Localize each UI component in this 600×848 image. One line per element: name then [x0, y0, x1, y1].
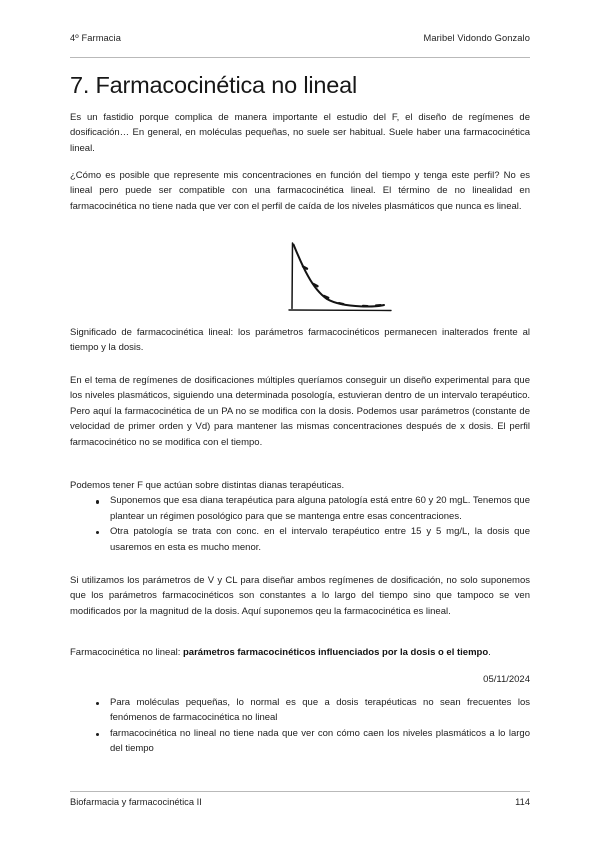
curve-datapoint — [339, 303, 343, 304]
header-author-label: Maribel Vidondo Gonzalo — [423, 33, 530, 43]
paragraph-significado-text: Significado de farmacocinética lineal: los parámetros farmacocinéticos permanecen inalterados frente al tiempo y la dosis. — [70, 327, 530, 354]
x-axis-line — [289, 310, 391, 311]
bullet-list-dianas — [70, 493, 530, 555]
date-label: 05/11/2024 — [483, 674, 530, 685]
running-header — [70, 33, 530, 43]
list-item: Suponemos que esa diana terapéutica para alguna patología está entre 60 y 20 mgL. Tenemos que plantear un régimen posológico para que se mantenga entre esas concentraciones. — [70, 493, 530, 524]
decay-curve-path — [294, 245, 385, 307]
paragraph-regimenes-text: En el tema de regímenes de dosificaciones múltiples queríamos conseguir un diseño experimental para que los niveles plasmáticos, siguiendo una determinada posología, estuvieran dentro de un intervalo terapéutico. Pero aquí la farmacocinética de un PA no se modifica con la dosis. Podemos usar parámetros (constante de velocidad de primer orden y Vd) para mantener las mismas concentraciones después de x dosis. El perfil farmacocinético no se modifica con el tiempo. — [70, 375, 530, 448]
definition-bold: parámetros farmacocinéticos influenciados por la dosis o el tiempo — [183, 647, 489, 658]
section-dianas — [70, 478, 530, 555]
paragraph-utilizamos — [70, 573, 530, 619]
bullet-list-final — [70, 695, 530, 757]
paragraph-intro — [70, 110, 530, 156]
footer-divider — [70, 791, 530, 792]
header-course-label: 4º Farmacia — [70, 33, 121, 43]
running-footer — [70, 797, 530, 807]
y-axis-line — [292, 243, 293, 309]
paragraph-utilizamos-text: Si utilizamos los parámetros de V y CL para diseñar ambos regímenes de dosificación, no solo suponemos que los parámetros farmacocinéticos son constantes a lo largo del tiempo sino que tampoco se ven modificados por la magnitud de la dosis. Aquí suponemos qeu la farmacocinética es lineal. — [70, 575, 530, 617]
decay-curve-svg — [283, 240, 403, 320]
list-item: farmacocinética no lineal no tiene nada que ver con cómo caen los niveles plasmáticos a lo largo del tiempo — [70, 726, 530, 757]
list-item: Para moléculas pequeñas, lo normal es que a dosis terapéuticas no sean frecuentes los fenómenos de farmacocinética no lineal — [70, 695, 530, 726]
definition-tail: . — [488, 647, 491, 658]
header-divider — [70, 57, 530, 58]
footer-page-number: 114 — [515, 797, 530, 807]
paragraph-perfil-text: ¿Cómo es posible que represente mis concentraciones en función del tiempo y tenga este perfil? No es lineal pero puede ser compatible con una farmacocinética lineal. El término de no linealidad en farmacocinética no tiene nada que ver con el perfil de caída de los niveles plasmáticos que nunca es lineal. — [70, 170, 530, 212]
paragraph-intro-text: Es un fastidio porque complica de manera importante el estudio del F, el diseño de regímenes de dosificación… En general, en moléculas pequeñas, no suele ser habitual. Suele haber una farmacocinética lineal. — [70, 112, 530, 154]
section-final-notes — [70, 695, 530, 757]
definition-block — [70, 645, 530, 660]
decay-curve-figure — [283, 240, 403, 320]
footer-subject-label: Biofarmacia y farmacocinética II — [70, 797, 202, 807]
paragraph-dianas-intro: Podemos tener F que actúan sobre distintas dianas terapéuticas. — [70, 480, 345, 491]
curve-datapoint — [324, 296, 328, 298]
paragraph-regimenes — [70, 373, 530, 450]
definition-text — [70, 645, 530, 660]
paragraph-significado — [70, 325, 530, 356]
definition-lead: Farmacocinética no lineal: — [70, 647, 183, 658]
paragraph-perfil — [70, 168, 530, 214]
page-title: 7. Farmacocinética no lineal — [70, 72, 357, 98]
list-item: Otra patología se trata con conc. en el intervalo terapéutico entre 15 y 5 mg/L, la dosis que usaremos en esta es mucho menor. — [70, 524, 530, 555]
